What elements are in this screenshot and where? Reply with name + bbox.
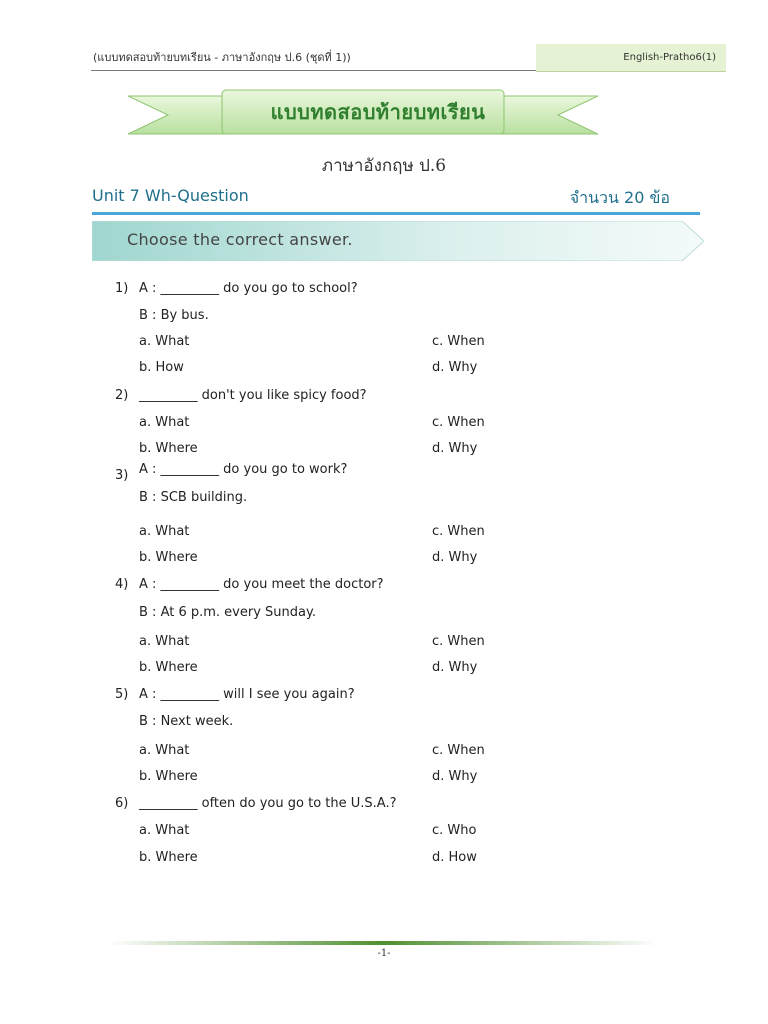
option-a[interactable]: a. What	[139, 634, 190, 649]
option-c[interactable]: c. When	[432, 334, 485, 349]
question-line: A : _________ do you go to work?	[139, 462, 348, 477]
question-line: B : By bus.	[139, 308, 209, 323]
page-number: -1-	[377, 948, 391, 959]
option-d[interactable]: d. Why	[432, 360, 478, 375]
option-b[interactable]: b. Where	[139, 769, 198, 784]
option-d[interactable]: d. Why	[432, 660, 478, 675]
question-number: 3)	[115, 468, 129, 483]
option-d[interactable]: d. Why	[432, 550, 478, 565]
header-left-text: (แบบทดสอบท้ายบทเรียน - ภาษาอังกฤษ ป.6 (ชุดที่ 1))	[93, 51, 351, 64]
option-c[interactable]: c. When	[432, 415, 485, 430]
option-d[interactable]: d. Why	[432, 441, 478, 456]
option-b[interactable]: b. Where	[139, 441, 198, 456]
header-right-text: English-Pratho6(1)	[536, 44, 726, 72]
question-number: 6)	[115, 796, 129, 811]
question-line: B : Next week.	[139, 714, 234, 729]
banner-title: แบบทดสอบท้ายบทเรียน	[270, 100, 486, 124]
question-number: 2)	[115, 388, 129, 403]
option-c[interactable]: c. When	[432, 524, 485, 539]
instruction-text: Choose the correct answer.	[127, 230, 353, 249]
option-a[interactable]: a. What	[139, 743, 190, 758]
question-count: จำนวน 20 ข้อ	[569, 188, 670, 207]
footer-divider	[108, 940, 658, 946]
option-b[interactable]: b. Where	[139, 550, 198, 565]
question-line: B : At 6 p.m. every Sunday.	[139, 605, 316, 620]
option-d[interactable]: d. How	[432, 850, 477, 865]
option-a[interactable]: a. What	[139, 334, 190, 349]
question-line: _________ often do you go to the U.S.A.?	[139, 796, 397, 811]
header-divider	[91, 70, 537, 71]
question-line: _________ don't you like spicy food?	[139, 388, 367, 403]
option-a[interactable]: a. What	[139, 823, 190, 838]
question-line: A : _________ do you meet the doctor?	[139, 577, 384, 592]
question-number: 4)	[115, 577, 129, 592]
question-line: A : _________ will I see you again?	[139, 687, 355, 702]
question-number: 1)	[115, 281, 129, 296]
option-b[interactable]: b. Where	[139, 850, 198, 865]
option-a[interactable]: a. What	[139, 415, 190, 430]
question-line: B : SCB building.	[139, 490, 248, 505]
question-line: A : _________ do you go to school?	[139, 281, 358, 296]
option-c[interactable]: c. When	[432, 743, 485, 758]
unit-title: Unit 7 Wh-Question	[92, 186, 249, 205]
unit-divider	[92, 212, 700, 215]
question-number: 5)	[115, 687, 129, 702]
option-b[interactable]: b. How	[139, 360, 184, 375]
option-d[interactable]: d. Why	[432, 769, 478, 784]
option-a[interactable]: a. What	[139, 524, 190, 539]
option-c[interactable]: c. Who	[432, 823, 477, 838]
subtitle: ภาษาอังกฤษ ป.6	[321, 156, 447, 176]
option-c[interactable]: c. When	[432, 634, 485, 649]
option-b[interactable]: b. Where	[139, 660, 198, 675]
